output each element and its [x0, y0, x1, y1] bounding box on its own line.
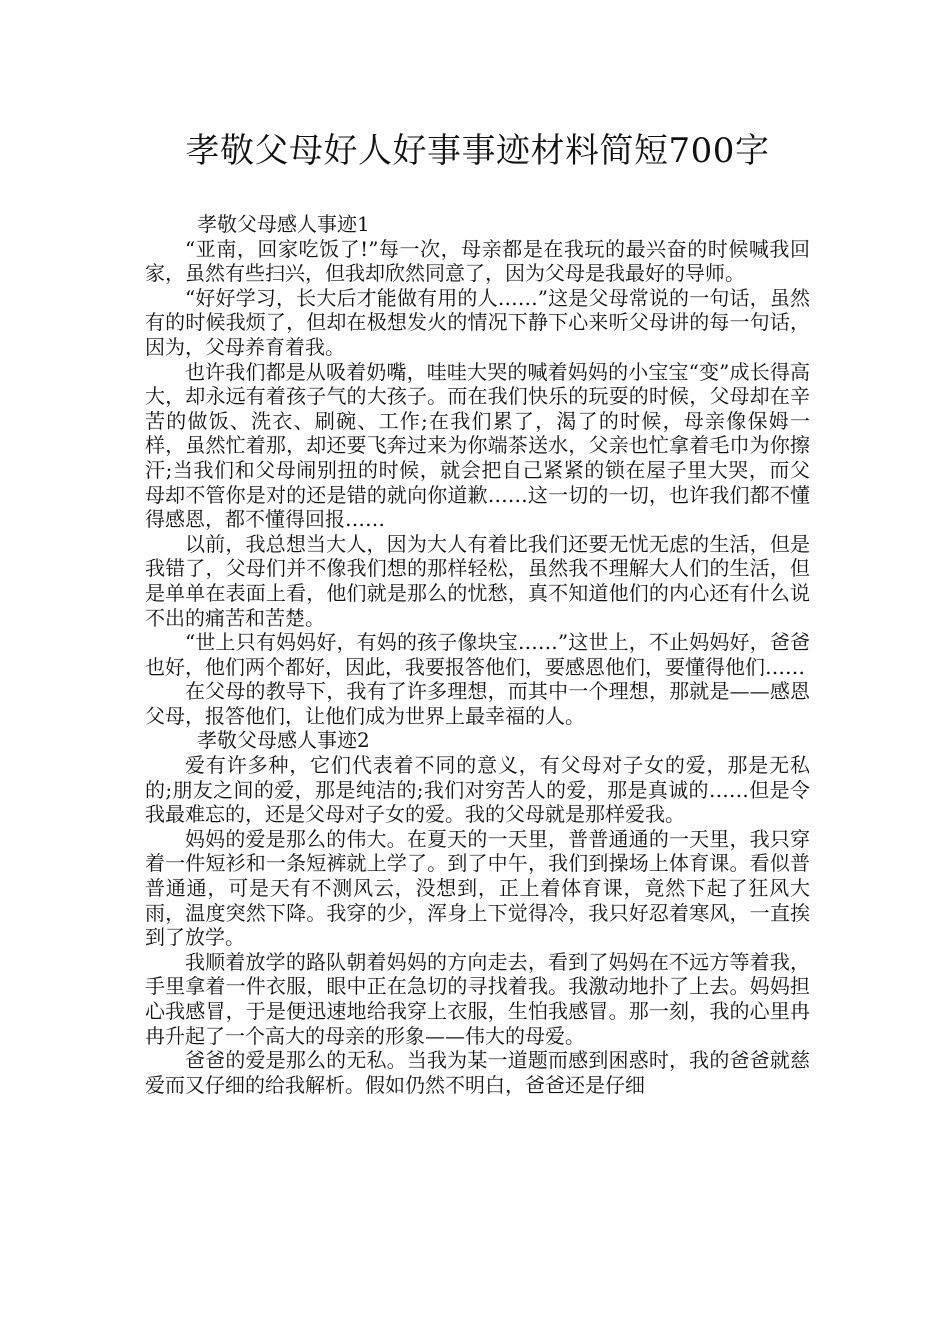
paragraph: 在父母的教导下，我有了许多理想，而其中一个理想，那就是——感恩父母，报答他们，让他们成为世界上最幸福的人。	[145, 679, 810, 728]
section-heading: 孝敬父母感人事迹1	[197, 212, 370, 236]
document-page	[145, 126, 810, 1097]
paragraph: 以前，我总想当大人，因为大人有着比我们还要无忧无虑的生活，但是我错了，父母们并不像我们想的那样轻松，虽然我不理解大人们的生活，但是单单在表面上看，他们就是那么的忧愁，真不知道他们的内心还有什么说不出的痛苦和苦楚。	[145, 531, 810, 630]
section-heading: 孝敬父母感人事迹2	[197, 728, 370, 753]
paragraph: “亚南，回家吃饭了!”每一次，母亲都是在我玩的最兴奋的时候喊我回家，虽然有些扫兴，但我却欣然同意了，因为父母是我最好的导师。	[145, 236, 810, 286]
paragraph: 爸爸的爱是那么的无私。当我为某一道题而感到困惑时，我的爸爸就慈爱而又仔细的给我解析。假如仍然不明白，爸爸还是仔细	[145, 1048, 810, 1097]
paragraph: “世上只有妈妈好，有妈的孩子像块宝……”这世上，不止妈妈好，爸爸也好，他们两个都好，因此，我要报答他们，要感恩他们，要懂得他们……	[145, 630, 810, 679]
paragraph: 爱有许多种，它们代表着不同的意义，有父母对子女的爱，那是无私的;朋友之间的爱，那是纯洁的;我们对穷苦人的爱，那是真诚的……但是令我最难忘的，还是父母对子女的爱。我的父母就是那样爱我。	[145, 753, 810, 827]
document-title: 孝敬父母好人好事事迹材料简短700字	[185, 131, 770, 171]
paragraph: “好好学习，长大后才能做有用的人……”这是父母常说的一句话，虽然有的时候我烦了，但却在极想发火的情况下静下心来听父母讲的每一句话，因为，父母养育着我。	[145, 285, 810, 359]
paragraph: 也许我们都是从吸着奶嘴，哇哇大哭的喊着妈妈的小宝宝“变”成长得高大，却永远有着孩子气的大孩子。而在我们快乐的玩耍的时候，父母却在辛苦的做饭、洗衣、刷碗、工作;在我们累了，渴了的时候，母亲像保姆一样，虽然忙着那，却还要飞奔过来为你端茶送水，父亲也忙拿着毛巾为你擦汗;当我们和父母闹别扭的时候，就会把自己紧紧的锁在屋子里大哭，而父母却不管你是对的还是错的就向你道歉……这一切的一切，也许我们都不懂得感恩，都不懂得回报……	[145, 359, 810, 532]
paragraph: 妈妈的爱是那么的伟大。在夏天的一天里，普普通通的一天里，我只穿着一件短衫和一条短裤就上学了。到了中午，我们到操场上体育课。看似普普通通，可是天有不测风云，没想到，正上着体育课，竟然下起了狂风大雨，温度突然下降。我穿的少，浑身上下觉得冷，我只好忍着寒风，一直挨到了放学。	[145, 826, 810, 950]
paragraph: 我顺着放学的路队朝着妈妈的方向走去，看到了妈妈在不远方等着我，手里拿着一件衣服，眼中正在急切的寻找着我。我激动地扑了上去。妈妈担心我感冒，于是便迅速地给我穿上衣服，生怕我感冒。那一刻，我的心里冉冉升起了一个高大的母亲的形象——伟大的母爱。	[145, 949, 810, 1048]
